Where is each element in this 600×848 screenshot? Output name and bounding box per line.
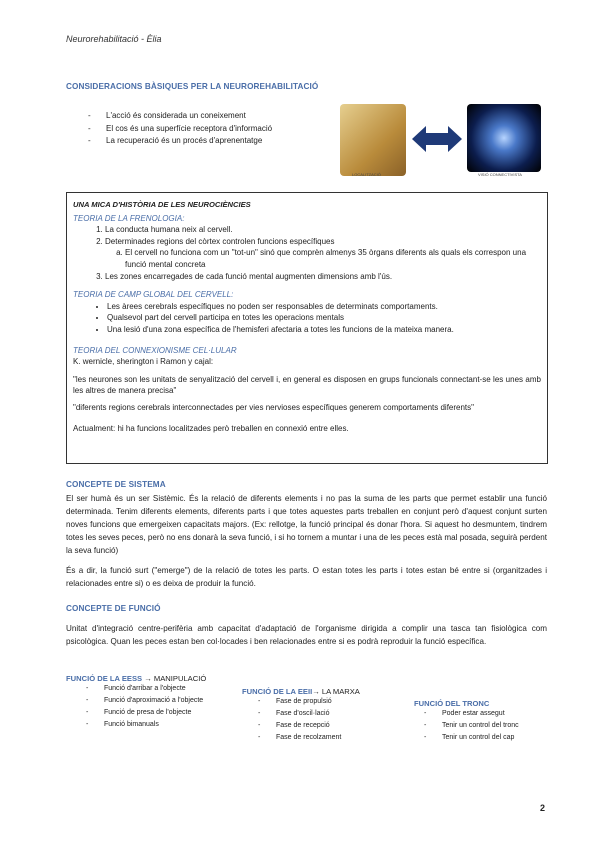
connex-quote-2: "diferents regions cerebrals interconnectades per vies nervioses específiques generem comportaments diferents": [73, 402, 474, 412]
image-caption-localitzacio: LOCALITZACIÓ: [352, 172, 381, 177]
list-item: - Funció bimanuals: [84, 719, 234, 731]
list-item: - Poder estar assegut: [422, 708, 549, 720]
list-item: - La recuperació és un procés d'aprenentatge: [86, 135, 336, 148]
column-title: FUNCIÓ DE LA EESS → MANIPULACIÓ: [66, 674, 207, 683]
list-item: • Les àrees cerebrals específiques no poden ser responsables de determinats comportaments.: [107, 301, 541, 313]
connex-title: TEORIA DEL CONNEXIONISME CEL·LULAR: [73, 345, 237, 355]
list-item: - Fase de propulsió: [256, 696, 392, 708]
document-header: Neurorehabilitació - Èlia: [66, 34, 162, 44]
consideracions-list: [86, 110, 336, 148]
list-item: - Tenir un control del tronc: [422, 720, 549, 732]
sistema-paragraph-1: El ser humà és un ser Sistèmic. És la relació de diferents elements i no pas la suma de les parts que permet establir una funció determinada. Tenim diferents elements, diferents parts i que totes aquestes parts treballen en conjunt però d'aquest conjunt surten noves funcions que emergeixen capacitats majors. (Ex: rellotge, la funció principal és donar l'hora. Si aquest ho desmuntem, tindrem totes les seves peces, però no ens donarà la seva funció, i si ho tornem a muntar i una de les peces està mal posada, seguirà perdent la seva funció): [66, 494, 547, 555]
column-eeii: [242, 687, 392, 744]
column-tronc: [414, 699, 549, 744]
camp-list: [73, 301, 541, 336]
list-item: 2. Determinades regions del còrtex controlen funcions específiques a. El cervell no funciona com un "tot-un" sinó que comprèn almenys 35 òrgans diferents als quals els correspon una funció mental concreta: [105, 236, 541, 271]
list-item: 1. La conducta humana neix al cervell.: [105, 224, 541, 236]
list-item: • Qualsevol part del cervell participa en totes les operacions mentals: [107, 312, 541, 324]
section-title-sistema: CONCEPTE DE SISTEMA: [66, 480, 166, 489]
column-title: FUNCIÓ DEL TRONC: [414, 699, 490, 708]
list-item: - Tenir un control del cap: [422, 732, 549, 744]
double-arrow-icon: [412, 124, 462, 154]
box-title: UNA MICA D'HISTÒRIA DE LES NEUROCIÈNCIES: [73, 200, 251, 209]
image-caption-connectivista: VISIÓ CONNECTIVISTA: [478, 172, 522, 177]
list-item: - Funció de presa de l'objecte: [84, 707, 234, 719]
brain-network-image: [467, 104, 541, 172]
connex-quote-1: "les neurones son les unitats de senyalització del cervell i, en general es disposen en grups funcionals connectant-se les unes amb les altres de manera precisa": [73, 374, 541, 396]
connex-authors: K. wernicle, sherington i Ramon y cajal:: [73, 357, 214, 367]
list-item: 3. Les zones encarregades de cada funció mental augmenten dimensions amb l'ús.: [105, 271, 541, 283]
list-item: - Fase de recepció: [256, 720, 392, 732]
sistema-paragraph-2: És a dir, la funció surt ("emerge") de la relació de totes les parts. O estan totes les parts i totes estan bé entre si (organitzades i relacionades entre si) o es deixa de produir la funció.: [66, 566, 547, 588]
list-item: - Funció d'aproximació a l'objecte: [84, 695, 234, 707]
camp-title: TEORIA DE CAMP GLOBAL DEL CERVELL:: [73, 290, 234, 300]
frenologia-title: TEORIA DE LA FRENOLOGIA:: [73, 213, 185, 223]
page-number: 2: [540, 803, 546, 813]
history-box: [66, 192, 548, 464]
funcio-paragraph: Unitat d'integració centre-perifèria amb capacitat d'adaptació de l'organisme dirigida a complir una tasca tan fisiològica com psicològica. Quan les peces estan ben col·locades i ben relacionades entre si es podrà reproduir la funció específica.: [66, 624, 547, 646]
connex-actualment: Actualment: hi ha funcions localitzades però treballen en connexió entre elles.: [73, 423, 349, 433]
phrenology-head-image: [340, 104, 406, 176]
frenologia-list: [73, 224, 541, 282]
list-item: a. El cervell no funciona com un "tot-un" sinó que comprèn almenys 35 òrgans diferents als quals els correspon una funció mental concreta: [125, 247, 541, 270]
list-item: - L'acció és considerada un coneixement: [86, 110, 336, 123]
list-item: - Fase d'oscil·lació: [256, 708, 392, 720]
column-eess: [66, 674, 241, 731]
section-title-funcio: CONCEPTE DE FUNCIÓ: [66, 604, 161, 613]
column-title: FUNCIÓ DE LA EEII→ LA MARXA: [242, 687, 360, 696]
list-item: - El cos és una superfície receptora d'informació: [86, 123, 336, 136]
section-title-consideracions: CONSIDERACIONS BÀSIQUES PER LA NEUROREHABILITACIÓ: [66, 82, 319, 91]
list-item: - Fase de recolzament: [256, 732, 392, 744]
list-item: • Una lesió d'una zona específica de l'hemisferi afectaria a totes les funcions de la mateixa manera.: [107, 324, 541, 336]
list-item: - Funció d'arribar a l'objecte: [84, 683, 234, 695]
